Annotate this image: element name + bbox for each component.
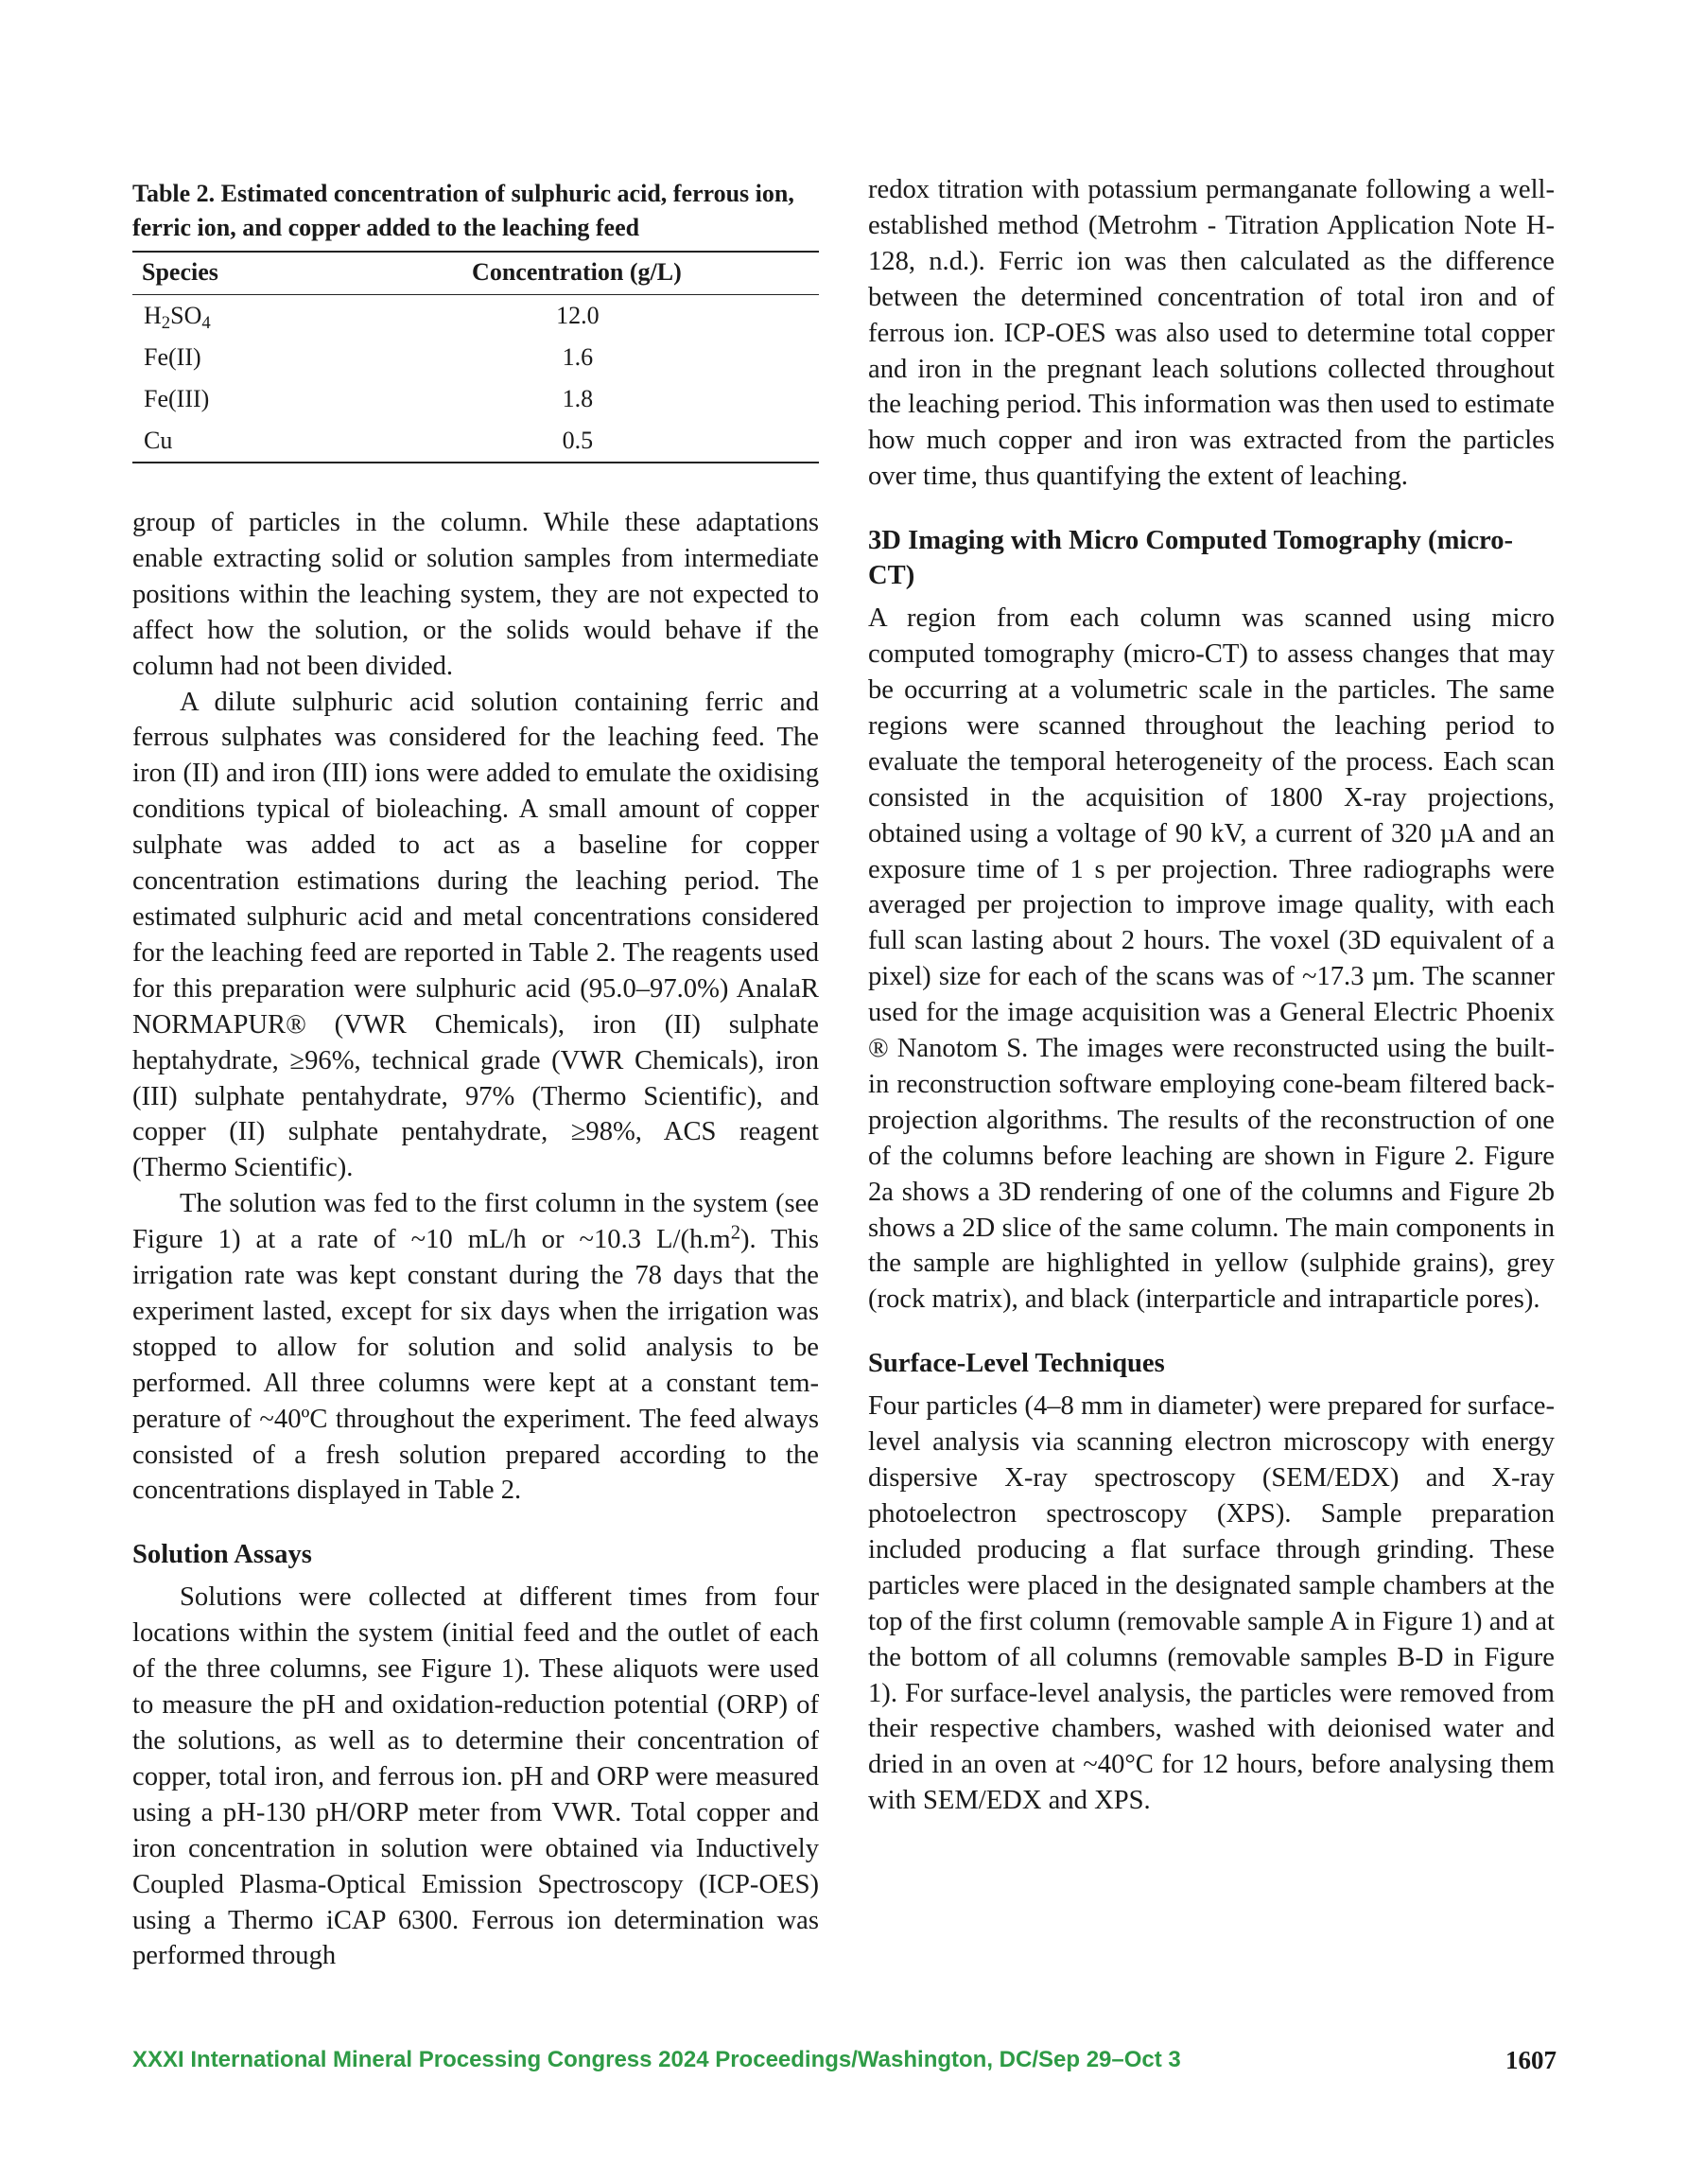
table-cell-species [132,295,335,338]
section-heading-solution-assays: Solution Assays [132,1540,312,1570]
paragraph: group of particles in the column. While these adaptations enable extracting solid or solution samples from intermediate positions within the leaching system, they are not expected to affect how the solution, or the solids would behave if the column had not been divided. [132,508,819,681]
formula-subscript: 2 [161,313,171,334]
table-caption: Table 2. Estimated concentration of sulphuric acid, ferrous ion, ferric ion, and copper added to the leaching feed [132,180,794,241]
left-column [132,172,819,1974]
section-heading-micro-ct: 3D Imaging with Micro Computed Tomography (micro-CT) [868,526,1514,591]
table-header-concentration: Concentration (g/L) [335,252,819,295]
table-cell-value: 1.8 [562,385,594,412]
table-cell-value: 0.5 [335,420,819,463]
paragraph: A region from each column was scanned using micro computed tomography (micro-CT) to assess changes that may be occurring at a volumetric scale in the particles. The same regions were scanned throughout the leaching period to evaluate the temporal heterogeneity of the process. Each scan consisted in the acquisition of 1800 X-ray projections, obtained using a voltage of 90 kV, a current of 320 µA and an exposure time of 1 s per projection. Three radiographs were averaged per projection to improve image quality, with each full scan lasting about 2 hours. The voxel (3D equivalent of a pixel) size for each of the scans was of ~17.3 µm. The scanner used for the image acquisition was a General Electric Phoenix ® Nanotom S. The images were reconstructed using the built-in reconstruction software employing cone-beam filtered back-projection algorithms. The results of the reconstruction of one of the columns before leaching are shown in Figure 2. Figure 2a shows a 3D rendering of one of the columns and Figure 2b shows a 2D slice of the same column. The main components in the sample are highlighted in yellow (sulphide grains), grey (rock matrix), and black (interparticle and intraparticle pores). [868,603,1555,1315]
table-cell-species: Cu [132,420,335,463]
table-header-row [132,252,819,295]
formula-subscript: 4 [201,313,211,334]
table-cell-species: Fe(III) [144,385,210,412]
section-heading-surface-level: Surface-Level Techniques [868,1349,1165,1379]
page-footer [132,2046,1557,2074]
paragraph: Solutions were collected at different times from four locations within the system (initial feed and the outlet of each of the three columns, see Figure 1). These aliquots were used to measure the pH and oxidation-reduction potential (ORP) of the solutions, as well as to determine their concentration of copper, total iron, and ferrous ion. pH and ORP were measured using a pH-130 pH/ORP meter from VWR. Total copper and iron concentration in solution were obtained via Inductively Coupled Plasma-Optical Emission Spectroscopy (ICP-OES) using a Thermo iCAP 6300. Ferrous ion determination was performed through [132,1582,819,1971]
table-cell-species: Fe(II) [144,343,201,371]
concentration-table [132,251,819,463]
paragraph: Four particles (4–8 mm in diameter) were prepared for surface-level analysis via scanning electron microscopy with energy dispersive X-ray spectroscopy (SEM/EDX) and X-ray photoelectron spectroscopy (XPS). Sample preparation included producing a flat surface through grinding. These particles were placed in the designated sample chambers at the top of the first column (removable sample A in Figure 1) and at the bottom of all columns (removable samples B-D in Figure 1). For surface-level analysis, the particles were removed from their respective chambers, washed with deionised water and dried in an oven at ~40°C for 12 hours, before analysing them with SEM/EDX and XPS. [868,1391,1555,1816]
table-cell-value: 12.0 [556,302,600,329]
formula-part: SO [170,302,202,329]
paragraph: A dilute sulphuric acid solution containing ferric and ferrous sulphates was considered for the leaching feed. The iron (II) and iron (III) ions were added to emulate the oxidising conditions typical of bioleaching. A small amount of copper sulphate was added to act as a baseline for copper concentration estimations during the leaching period. The estimated sulphuric acid and metal concentrations considered for the leaching feed are reported in Table 2. The reagents used for this preparation were sulphuric acid (95.0–97.0%) AnalaR NORMAPUR® (VWR Chemicals), iron (II) sulphate heptahydrate, ≥96%, technical grade (VWR Chemicals), iron (III) sulphate pentahydrate, 97% (Thermo Scientific), and copper (II) sulphate pentahydrate, ≥98%, ACS reagent (Thermo Scientific). [132,687,819,1183]
paragraph-text: The solution was fed to the first column in the system (see Figure 1) at a rate of ~10 mL/h or ~10.3 L/(h.m [132,1189,819,1255]
paragraph [132,1186,819,1509]
table-row [132,337,819,378]
table-row [132,295,819,338]
right-column [868,172,1555,1819]
table-header-species: Species [132,252,335,295]
page-number: 1607 [1505,2046,1557,2074]
paragraph-text: ). This irrigation rate was kept constant during the 78 days that the experiment lasted, except for six days when the irrigation was stopped to allow for solution and solid analysis to be performed. All three columns were kept at a constant temperature of ~40ºC throughout the experiment. The feed always consisted of a fresh solution prepared according to the concentrations displayed in Table 2. [132,1225,819,1506]
table-cell-value: 1.6 [562,343,594,371]
formula-part: H [144,302,162,329]
table-row [132,420,819,463]
superscript: 2 [730,1222,740,1244]
paragraph: redox titration with potassium permanganate following a well-established method (Metrohm - Titration Application Note H-128, n.d.). Ferric ion was then calculated as the difference between the determined concentration of total iron and of ferrous ion. ICP-OES was also used to determine total copper and iron in the pregnant leach solutions collected throughout the leaching period. This information was then used to estimate how much copper and iron was extracted from the particles over time, thus quantifying the extent of leaching. [868,175,1555,492]
footer-conference-text: XXXI International Mineral Processing Congress 2024 Proceedings/Washington, DC/Sep 29–Oct 3 [132,2047,1181,2072]
table-row [132,378,819,420]
